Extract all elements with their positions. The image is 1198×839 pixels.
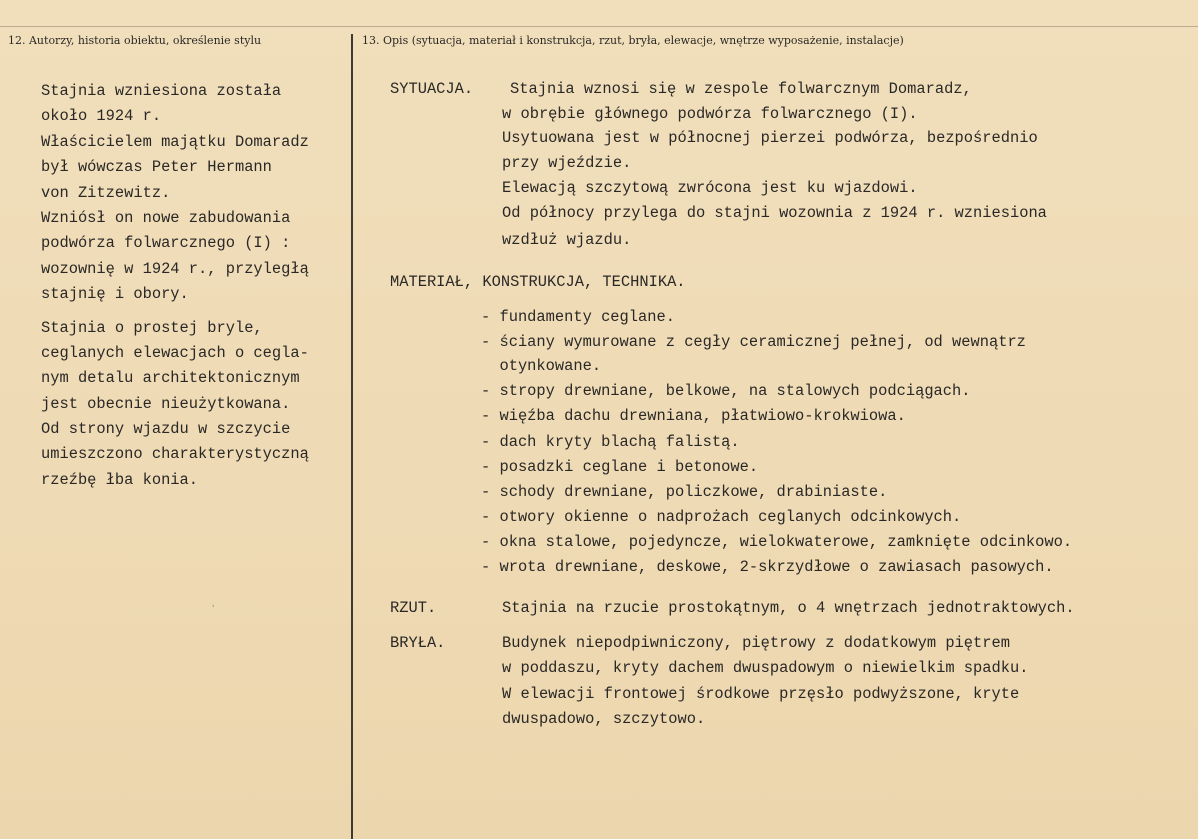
text-line: w obrębie głównego podwórza folwarcznego (I). <box>502 105 918 123</box>
column-divider <box>351 34 353 839</box>
list-item: - schody drewniane, policzkowe, drabiniaste. <box>481 483 888 501</box>
text-line: Stajnia wznosi się w zespole folwarcznym Domaradz, <box>510 80 972 98</box>
list-item: otynkowane. <box>481 357 602 375</box>
text-line: jest obecnie nieużytkowana. <box>41 394 291 413</box>
text-line: Wzniósł on nowe zabudowania <box>41 208 291 227</box>
text-line: podwórza folwarcznego (I) : <box>41 234 291 253</box>
text-line: Budynek niepodpiwniczony, piętrowy z dodatkowym piętrem <box>502 634 1010 652</box>
section-label-bryla: BRYŁA. <box>390 634 446 652</box>
list-item: - więźba dachu drewniana, płatwiowo-krokwiowa. <box>481 407 906 425</box>
text-line: stajnię i obory. <box>41 285 189 304</box>
text-line: Stajnia wzniesiona została <box>41 82 282 100</box>
text-line: Właścicielem majątku Domaradz <box>41 132 309 151</box>
list-item: - fundamenty ceglane. <box>481 308 675 326</box>
text-line: dwuspadowo, szczytowo. <box>502 710 706 728</box>
text-line: nym detalu architektonicznym <box>41 369 300 388</box>
text-line: wzdłuż wjazdu. <box>502 231 632 249</box>
text-line: W elewacji frontowej środkowe przęsło podwyższone, kryte <box>502 685 1020 703</box>
text-line: Elewacją szczytową zwrócona jest ku wjazdowi. <box>502 179 918 197</box>
text-line: rzeźbę łba konia. <box>41 470 199 489</box>
text-line: Od strony wjazdu w szczycie <box>41 420 291 439</box>
left-column-header: 12. Autorzy, historia obiektu, określenie stylu <box>8 34 262 47</box>
list-item: - otwory okienne o nadprożach ceglanych odcinkowych. <box>481 508 962 526</box>
text-line: von Zitzewitz. <box>41 183 171 202</box>
list-item: - posadzki ceglane i betonowe. <box>481 458 759 476</box>
top-rule <box>0 26 1198 27</box>
text-line: był wówczas Peter Hermann <box>41 158 272 177</box>
text-line: około 1924 r. <box>41 107 162 126</box>
list-item: - okna stalowe, pojedyncze, wielokwaterowe, zamknięte odcinkowo. <box>481 533 1073 551</box>
text-line: wozownię w 1924 r., przyległą <box>41 259 309 278</box>
list-item: - dach kryty blachą falistą. <box>481 433 740 451</box>
text-line: ceglanych elewacjach o cegla- <box>41 343 309 362</box>
section-label-material: MATERIAŁ, KONSTRUKCJA, TECHNIKA. <box>390 273 686 291</box>
list-item: - wrota drewniane, deskowe, 2-skrzydłowe o zawiasach pasowych. <box>481 558 1054 576</box>
text-line: w poddaszu, kryty dachem dwuspadowym o niewielkim spadku. <box>502 659 1029 677</box>
paper-speck: ʾ <box>212 604 216 615</box>
left-column-text <box>41 79 309 493</box>
text-line: przy wjeździe. <box>502 154 632 172</box>
right-column-header: 13. Opis (sytuacja, materiał i konstrukcja, rzut, bryła, elewacje, wnętrze wyposażenie, instalacje) <box>362 34 904 47</box>
list-item: - ściany wymurowane z cegły ceramicznej pełnej, od wewnątrz <box>481 333 1026 351</box>
section-label-rzut: RZUT. <box>390 599 437 617</box>
text-line: Od północy przylega do stajni wozownia z 1924 r. wzniesiona <box>502 204 1047 222</box>
list-item: - stropy drewniane, belkowe, na stalowych podciągach. <box>481 382 971 400</box>
text-line: umieszczono charakterystyczną <box>41 445 309 464</box>
text-line: Stajnia o prostej bryle, <box>41 318 263 337</box>
section-label-sytuacja: SYTUACJA. <box>390 80 474 98</box>
text-line: Usytuowana jest w północnej pierzei podwórza, bezpośrednio <box>502 129 1038 147</box>
text-line: Stajnia na rzucie prostokątnym, o 4 wnętrzach jednotraktowych. <box>502 599 1075 617</box>
